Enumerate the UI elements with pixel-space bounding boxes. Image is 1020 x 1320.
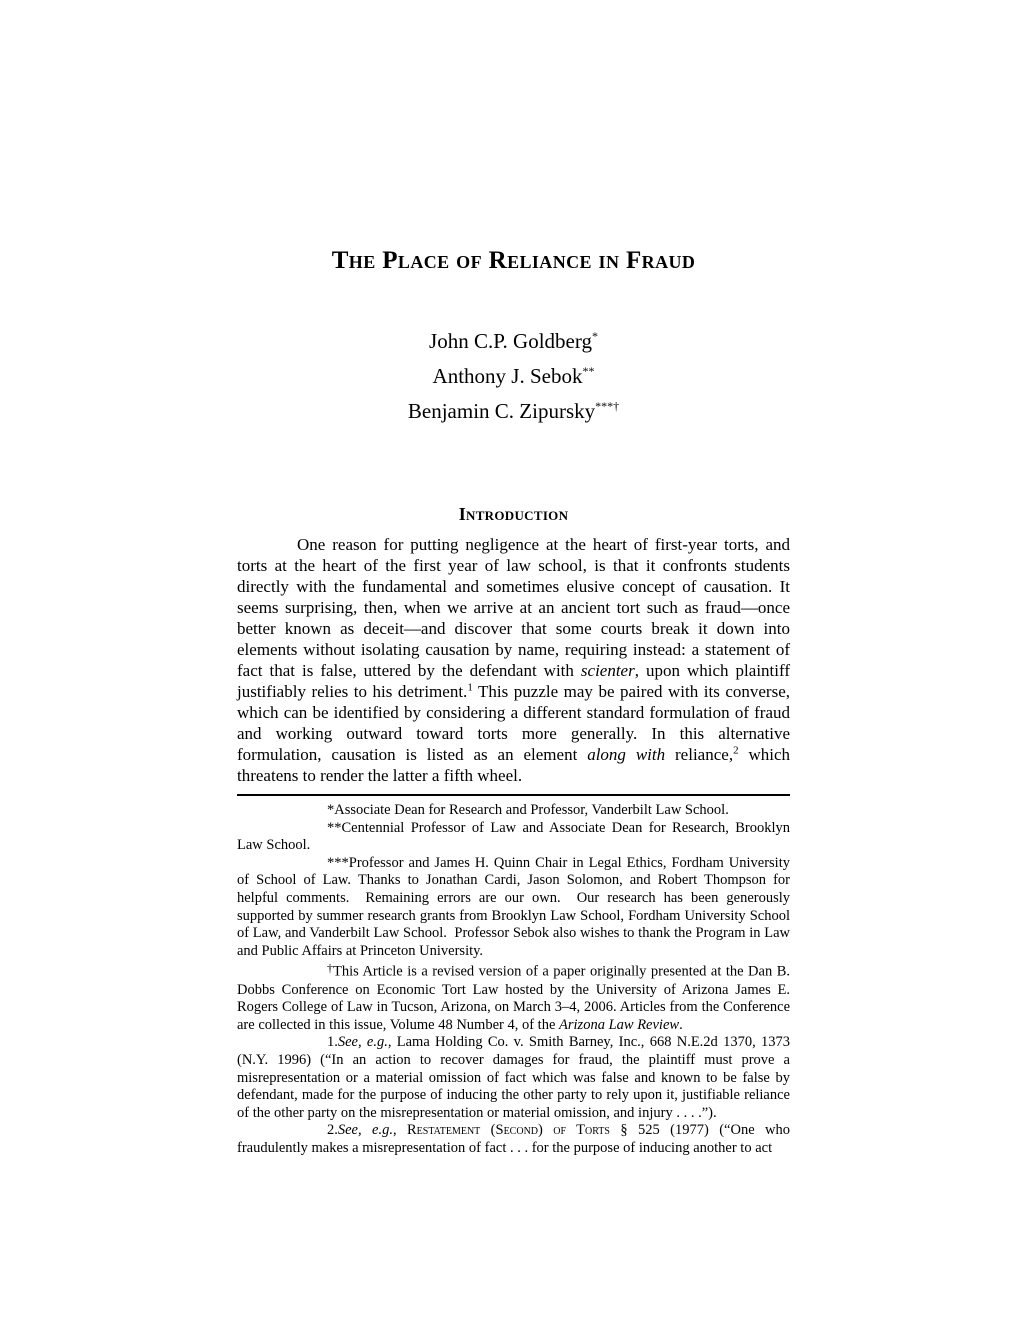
- author-footnote-marker: *: [591, 329, 598, 343]
- footnote-double-star: [237, 820, 790, 855]
- footnote-text: This Article is a revised version of a paper originally presented at the Dan B. Dobbs Conference on Economic Tort Law hosted by the University of Arizona James E. Rogers College of Law in Tucson, Arizona, on March 3–4, 2006. Articles from the Conference are collected in this issue, Volume 48 Number 4, of the Arizona Law Review.: [237, 963, 790, 1033]
- author-footnote-marker: ***†: [595, 399, 620, 413]
- footnote-separator-rule: [237, 794, 790, 796]
- footnote-text: See, e.g., Restatement (Second) of Torts § 525 (1977) (“One who fraudulently makes a misrepresentation of fact . . . for the purpose of inducing another to act: [237, 1122, 790, 1156]
- footnote-marker: 2.: [327, 1122, 338, 1139]
- author-line: [237, 324, 790, 359]
- footnote-marker: †: [327, 961, 333, 976]
- footnote-1: [237, 1034, 790, 1122]
- footnote-text: Associate Dean for Research and Professor, Vanderbilt Law School.: [334, 802, 729, 818]
- footnotes-section: [237, 802, 790, 1157]
- footnote-marker: *: [327, 802, 335, 818]
- article-title: The Place of Reliance in Fraud: [331, 247, 696, 274]
- author-name: John C.P. Goldberg: [429, 329, 592, 353]
- footnote-marker: 1.: [327, 1034, 338, 1051]
- author-list: [237, 324, 790, 429]
- footnote-2: [237, 1122, 790, 1157]
- body-paragraph: One reason for putting negligence at the heart of first-year torts, and torts at the heart of the first year of law school, is that it confronts students directly with the fundamental and sometimes elusive concept of causation. It seems surprising, then, when we arrive at an ancient tort such as fraud—once better known as deceit—and discover that some courts break it down into elements without isolating causation by name, requiring instead: a statement of fact that is false, uttered by the defendant with scienter, upon which plaintiff justifiably relies to his detriment.$^1$ This puzzle may be paired with its converse, which can be identified by considering a different standard formulation of fraud and working outward toward torts more generally. In this alternative formulation, causation is listed as an element along with reliance,$^2$ which threatens to render the latter a fifth wheel.: [237, 535, 791, 785]
- author-footnote-marker: **: [582, 364, 595, 378]
- article-content: [237, 0, 790, 1157]
- footnote-text: See, e.g., Lama Holding Co. v. Smith Barney, Inc., 668 N.E.2d 1370, 1373 (N.Y. 1996) (“In an action to recover damages for fraud, the plaintiff must prove a misrepresentation or a material omission of fact which was false and known to be false by defendant, made for the purpose of inducing the other party to rely upon it, justifiable reliance of the other party on the misrepresentation or material omission, and injury . . . .”).: [237, 1034, 790, 1121]
- footnote-text: Professor and James H. Quinn Chair in Legal Ethics, Fordham University of School of Law. Thanks to Jonathan Cardi, Jason Solomon, and Robert Thompson for helpful comments. Remaining errors are our own. Our research has been generously supported by summer research grants from Brooklyn Law School, Fordham University School of Law, and Vanderbilt Law School. Professor Sebok also wishes to thank the Program in Law and Public Affairs at Princeton University.: [237, 854, 790, 959]
- footnote-triple-star: [237, 855, 790, 961]
- footnote-marker: ***: [327, 854, 349, 871]
- footnote-marker: **: [327, 819, 342, 836]
- section-heading-introduction: Introduction: [458, 504, 569, 524]
- footnote-star: [237, 802, 790, 820]
- author-name: Anthony J. Sebok: [432, 364, 583, 388]
- author-line: [237, 394, 790, 429]
- footnote-dagger: [237, 960, 790, 1034]
- author-line: [237, 359, 790, 394]
- footnote-text: Centennial Professor of Law and Associate Dean for Research, Brooklyn Law School.: [237, 819, 790, 854]
- author-name: Benjamin C. Zipursky: [407, 399, 596, 423]
